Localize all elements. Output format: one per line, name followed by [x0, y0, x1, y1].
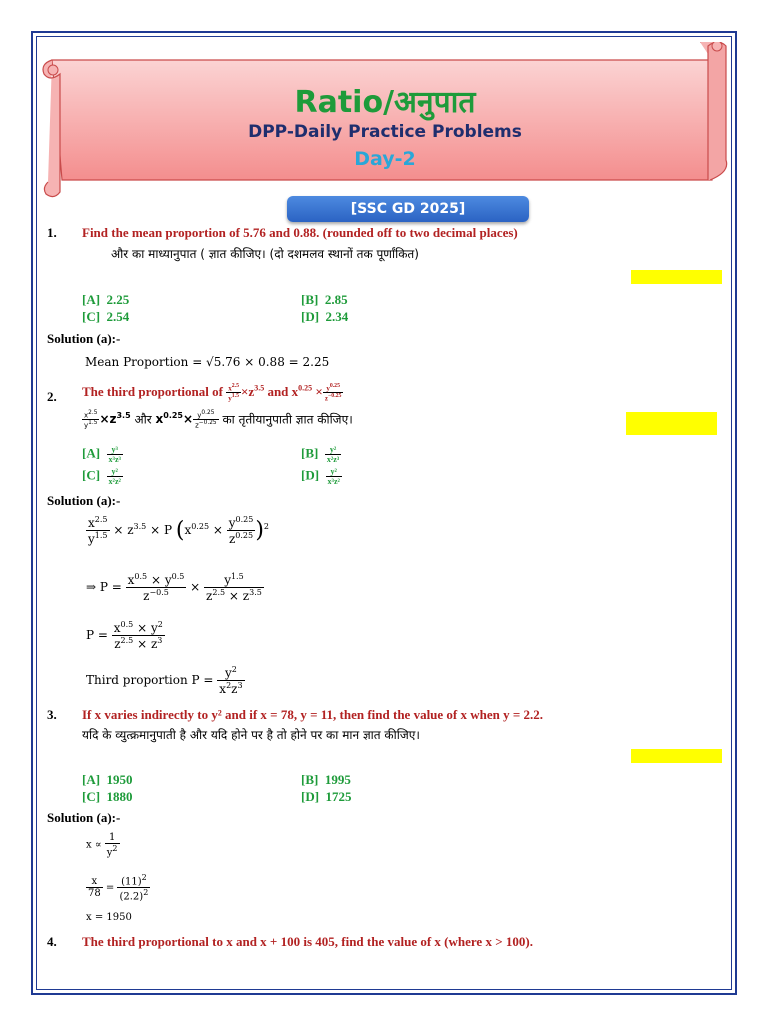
day-label: Day-2 [354, 148, 416, 170]
page-title: Ratio/अनुपात [294, 85, 476, 120]
question-text: If x varies indirectly to y² and if x = 78, y = 11, then find the value of x when y = 2.2. [82, 707, 544, 722]
question-hindi: यदि के व्युत्क्रमानुपाती है और यदि होने पर है तो होने पर का मान ज्ञात कीजिए। [82, 728, 420, 742]
solution-step: x ∝ $\frac{1}{y^2}$ [86, 832, 118, 859]
option[interactable]: [A] 2.25 [82, 292, 130, 307]
title-banner [40, 42, 730, 202]
question-text: Find the mean proportion of 5.76 and 0.88. (rounded off to two decimal places) [82, 225, 518, 240]
option[interactable]: [C] $\frac{\text{y²}}{\text{x²z²}}$ [82, 467, 121, 486]
option[interactable]: [D] $\frac{\text{y²}}{\text{x³z²}}$ [301, 467, 340, 486]
solution-step: Third proportion P = $\frac{y^2}{x^2z^3}$ [86, 665, 243, 696]
solution-label: Solution (a):- [47, 493, 121, 508]
option[interactable]: [B] 1995 [301, 772, 351, 787]
option[interactable]: [C] 2.54 [82, 309, 130, 324]
question-number: 1. [47, 225, 57, 240]
solution-label: Solution (a):- [47, 331, 121, 346]
solution-step: $\frac{x}{78}$ = $\frac{(11)^2}{(2.2)^2}$ [88, 873, 149, 903]
question-number: 2. [47, 389, 57, 404]
solution-formula: Mean Proportion = √5.76 × 0.88 = 2.25 [85, 355, 330, 369]
option[interactable]: [A] $\frac{\text{y³}}{\text{x³z³}}$ [82, 445, 121, 464]
page-subtitle: DPP-Daily Practice Problems [248, 122, 522, 142]
option[interactable]: [A] 1950 [82, 772, 133, 787]
option[interactable]: [D] 2.34 [301, 309, 349, 324]
exam-tag: [SSC GD 2025] [287, 196, 529, 222]
solution-step: ⇒ P = $\frac{x^{0.5} \times y^{0.5}}{z^{-0.5}}$ × $\frac{y^{1.5}}{z^{2.5} \times z^{3.5}}$ [86, 572, 262, 603]
solution-step: $\frac{x^{2.5}}{y^{1.5}}$ × $z^{3.5} \times P$ ($x^{0.25}$ × $\frac{y^{0.25}}{z^{0.25}}$ )$^2$ [88, 515, 269, 546]
solution-result: x = 1950 [86, 912, 132, 923]
option[interactable]: [B] 2.85 [301, 292, 348, 307]
question-hindi: और का माध्यानुपात ( ज्ञात कीजिए। (दो दशमलव स्थानों तक पूर्णांकित) [111, 247, 419, 261]
question-text: The third proportional of $\frac{x^{2.5}}{y^{1.5}}$ $\times z^{3.5}$ and $x^{0.25}$ × $\frac{y^{0.25}}{z^{-0.25}}$ [82, 383, 342, 403]
solution-step: P = $\frac{x^{0.5} \times y^2}{z^{2.5} \times z^3}$ [86, 620, 163, 651]
solution-label: Solution (a):- [47, 810, 121, 825]
highlight-box [626, 412, 717, 435]
question-text: The third proportional to x and x + 100 is 405, find the value of x (where x > 100). [82, 934, 533, 949]
option[interactable]: [D] 1725 [301, 789, 352, 804]
option[interactable]: [B] $\frac{\text{y²}}{\text{x²z³}}$ [301, 445, 340, 464]
question-hindi: $\frac{x^{2.5}}{y^{1.5}}$ $\times z^{3.5}$ और $x^{0.25}\times$ $\frac{y^{0.25}}{z^{-0.25}}$ का तृतीयानुपाती ज्ञात कीजिए। [84, 410, 353, 430]
option[interactable]: [C] 1880 [82, 789, 133, 804]
highlight-box [631, 270, 722, 284]
question-number: 4. [47, 934, 57, 949]
question-number: 3. [47, 707, 57, 722]
highlight-box [631, 749, 722, 763]
